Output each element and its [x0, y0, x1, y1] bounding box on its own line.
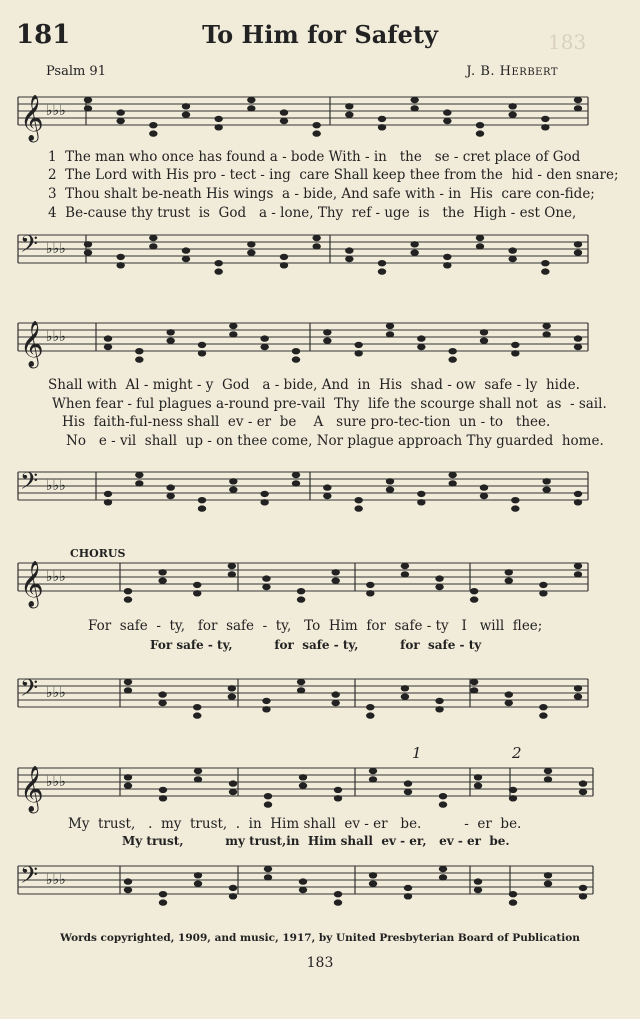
note-head — [470, 679, 478, 685]
note-head — [508, 103, 516, 109]
note-head — [410, 250, 418, 256]
note-head — [470, 596, 478, 602]
page-number: 183 — [306, 955, 334, 971]
note-head — [334, 795, 342, 801]
note-head — [182, 112, 190, 118]
note-head — [505, 691, 513, 697]
note-head — [366, 704, 374, 710]
note-head — [166, 329, 174, 335]
note-head — [439, 801, 447, 807]
note-head — [228, 571, 236, 577]
note-head — [262, 706, 270, 712]
note-head — [149, 130, 157, 136]
composer-surname: ERBERT — [511, 67, 558, 78]
note-head — [448, 480, 456, 486]
note-head — [194, 872, 202, 878]
note-head — [292, 480, 300, 486]
note-head — [264, 793, 272, 799]
note-head — [542, 331, 550, 337]
note-head — [435, 575, 443, 581]
note-head — [182, 256, 190, 262]
key-signature: ♭♭♭ — [46, 569, 66, 585]
note-head — [166, 493, 174, 499]
note-head — [299, 783, 307, 789]
note-head — [542, 487, 550, 493]
verse-3-line-2: His faith-ful-ness shall ev - er be A sure pro-tec-tion un - to thee. — [62, 414, 551, 430]
note-head — [158, 578, 166, 584]
note-head — [579, 885, 587, 891]
note-head — [574, 344, 582, 350]
note-head — [193, 704, 201, 710]
note-head — [410, 97, 418, 103]
note-head — [264, 866, 272, 872]
note-head — [539, 582, 547, 588]
note-head — [369, 872, 377, 878]
note-head — [193, 590, 201, 596]
note-head — [229, 789, 237, 795]
note-head — [124, 687, 132, 693]
note-head — [435, 698, 443, 704]
note-head — [417, 344, 425, 350]
note-head — [476, 130, 484, 136]
note-head — [574, 97, 582, 103]
note-head — [448, 348, 456, 354]
note-head — [480, 329, 488, 335]
note-head — [331, 700, 339, 706]
note-head — [194, 768, 202, 774]
note-head — [439, 866, 447, 872]
note-head — [116, 109, 124, 115]
composer-initials: J. B. H — [466, 64, 512, 79]
note-head — [116, 262, 124, 268]
note-head — [135, 356, 143, 362]
note-head — [345, 247, 353, 253]
note-head — [354, 350, 362, 356]
note-head — [541, 260, 549, 266]
note-head — [480, 338, 488, 344]
hymn-number: 181 — [16, 20, 71, 50]
note-head — [158, 691, 166, 697]
note-head — [369, 776, 377, 782]
note-head — [443, 254, 451, 260]
note-head — [574, 250, 582, 256]
note-head — [228, 694, 236, 700]
note-head — [443, 109, 451, 115]
note-head — [312, 130, 320, 136]
note-head — [323, 493, 331, 499]
note-head — [366, 582, 374, 588]
treble-clef: 𝄞 — [20, 561, 44, 607]
chorus-label: CHORUS — [70, 547, 126, 560]
bass-clef: 𝄢 — [20, 674, 39, 707]
note-head — [214, 124, 222, 130]
verse-3-line-1: 3 Thou shalt be-neath His wings a - bide, And safe with - in His care con-fide; — [48, 186, 595, 202]
note-head — [299, 887, 307, 893]
note-head — [297, 588, 305, 594]
note-head — [104, 344, 112, 350]
note-head — [541, 124, 549, 130]
note-head — [116, 118, 124, 124]
bass-clef: 𝄢 — [20, 467, 39, 500]
note-head — [297, 687, 305, 693]
note-head — [378, 116, 386, 122]
bass-clef: 𝄢 — [20, 861, 39, 894]
note-head — [443, 262, 451, 268]
note-head — [116, 254, 124, 260]
note-head — [135, 472, 143, 478]
note-head — [574, 571, 582, 577]
note-head — [345, 112, 353, 118]
note-head — [323, 338, 331, 344]
bass-clef: 𝄢 — [20, 230, 39, 263]
note-head — [198, 350, 206, 356]
note-head — [214, 260, 222, 266]
note-head — [280, 109, 288, 115]
note-head — [404, 789, 412, 795]
note-head — [292, 356, 300, 362]
note-head — [331, 569, 339, 575]
treble-clef: 𝄞 — [20, 321, 44, 367]
note-head — [247, 105, 255, 111]
note-head — [158, 569, 166, 575]
note-head — [544, 872, 552, 878]
note-head — [229, 487, 237, 493]
note-head — [331, 691, 339, 697]
note-head — [229, 893, 237, 899]
note-head — [401, 571, 409, 577]
note-head — [511, 350, 519, 356]
note-head — [417, 335, 425, 341]
note-head — [544, 881, 552, 887]
note-head — [262, 698, 270, 704]
note-head — [264, 874, 272, 880]
chorus-lyric-soprano-1: For safe - ty, for safe - ty, To Him for safe - ty I will flee; — [88, 618, 543, 634]
key-signature: ♭♭♭ — [46, 241, 66, 257]
note-head — [247, 241, 255, 247]
note-head — [417, 491, 425, 497]
note-head — [574, 241, 582, 247]
note-head — [404, 893, 412, 899]
note-head — [476, 235, 484, 241]
note-head — [193, 582, 201, 588]
note-head — [539, 704, 547, 710]
note-head — [574, 685, 582, 691]
note-head — [366, 590, 374, 596]
note-head — [435, 584, 443, 590]
note-head — [542, 323, 550, 329]
note-head — [124, 783, 132, 789]
note-head — [312, 243, 320, 249]
note-head — [448, 472, 456, 478]
note-head — [505, 569, 513, 575]
key-signature: ♭♭♭ — [46, 872, 66, 888]
note-head — [182, 103, 190, 109]
note-head — [544, 768, 552, 774]
note-head — [299, 774, 307, 780]
note-head — [505, 700, 513, 706]
note-head — [264, 801, 272, 807]
note-head — [159, 787, 167, 793]
note-head — [260, 491, 268, 497]
note-head — [579, 789, 587, 795]
note-head — [579, 780, 587, 786]
note-head — [229, 323, 237, 329]
note-head — [247, 250, 255, 256]
chorus-lyric-bass-2: My trust, my trust,in Him shall ev - er, ev - er be. — [122, 834, 510, 848]
note-head — [229, 331, 237, 337]
note-head — [194, 776, 202, 782]
note-head — [124, 679, 132, 685]
note-head — [539, 712, 547, 718]
note-head — [312, 235, 320, 241]
note-head — [508, 256, 516, 262]
note-head — [104, 491, 112, 497]
note-head — [574, 335, 582, 341]
note-head — [280, 262, 288, 268]
note-head — [508, 247, 516, 253]
note-head — [104, 499, 112, 505]
note-head — [247, 97, 255, 103]
verse-1-line-1: 1 The man who once has found a - bode With - in the se - cret place of God — [48, 149, 581, 165]
note-head — [511, 497, 519, 503]
note-head — [229, 478, 237, 484]
note-head — [401, 694, 409, 700]
treble-clef: 𝄞 — [20, 766, 44, 812]
copyright-notice: Words copyrighted, 1909, and music, 1917, by United Presbyterian Board of Publication — [60, 932, 580, 944]
note-head — [159, 899, 167, 905]
note-head — [509, 795, 517, 801]
note-head — [297, 679, 305, 685]
note-head — [542, 478, 550, 484]
note-head — [470, 687, 478, 693]
note-head — [149, 243, 157, 249]
note-head — [84, 105, 92, 111]
note-head — [262, 584, 270, 590]
verse-4-line-2: No e - vil shall up - on thee come, Nor plague approach Thy guarded home. — [66, 433, 604, 449]
note-head — [369, 881, 377, 887]
note-head — [401, 685, 409, 691]
chorus-lyric-soprano-2: My trust, . my trust, . in Him shall ev - er be. - er be. — [68, 816, 522, 832]
note-head — [214, 116, 222, 122]
note-head — [323, 329, 331, 335]
note-head — [443, 118, 451, 124]
hymn-title: To Him for Safety — [202, 20, 438, 49]
note-head — [345, 103, 353, 109]
treble-clef: 𝄞 — [20, 95, 44, 141]
note-head — [262, 575, 270, 581]
note-head — [280, 254, 288, 260]
note-head — [312, 122, 320, 128]
note-head — [84, 241, 92, 247]
note-head — [574, 694, 582, 700]
note-head — [334, 891, 342, 897]
note-head — [198, 505, 206, 511]
note-head — [417, 499, 425, 505]
note-head — [404, 885, 412, 891]
note-head — [334, 787, 342, 793]
note-head — [509, 891, 517, 897]
verse-2-line-1: 2 The Lord with His pro - tect - ing care Shall keep thee from the hid - den snare; — [48, 167, 619, 183]
note-head — [229, 885, 237, 891]
note-head — [386, 331, 394, 337]
note-head — [474, 774, 482, 780]
note-head — [378, 124, 386, 130]
note-head — [474, 878, 482, 884]
note-head — [574, 105, 582, 111]
note-head — [369, 768, 377, 774]
note-head — [149, 235, 157, 241]
chorus-lyric-bass-1: For safe - ty, for safe - ty, for safe - ty — [150, 638, 482, 652]
key-signature: ♭♭♭ — [46, 774, 66, 790]
note-head — [260, 499, 268, 505]
note-head — [354, 342, 362, 348]
note-head — [158, 700, 166, 706]
note-head — [476, 122, 484, 128]
note-head — [439, 874, 447, 880]
note-head — [260, 344, 268, 350]
note-head — [541, 268, 549, 274]
note-head — [228, 685, 236, 691]
note-head — [331, 578, 339, 584]
note-head — [198, 342, 206, 348]
note-head — [149, 122, 157, 128]
note-head — [354, 497, 362, 503]
note-head — [508, 112, 516, 118]
note-head — [448, 356, 456, 362]
note-head — [345, 256, 353, 262]
note-head — [574, 563, 582, 569]
note-head — [410, 241, 418, 247]
note-head — [159, 795, 167, 801]
note-head — [579, 893, 587, 899]
note-head — [378, 268, 386, 274]
note-head — [104, 335, 112, 341]
note-head — [124, 596, 132, 602]
note-head — [299, 878, 307, 884]
note-head — [404, 780, 412, 786]
note-head — [194, 881, 202, 887]
note-head — [229, 780, 237, 786]
note-head — [401, 563, 409, 569]
note-head — [474, 783, 482, 789]
note-head — [228, 563, 236, 569]
note-head — [511, 505, 519, 511]
note-head — [544, 776, 552, 782]
note-head — [574, 491, 582, 497]
note-head — [386, 487, 394, 493]
note-head — [366, 712, 374, 718]
verse-1-line-2: Shall with Al - might - y God a - bide, And in His shad - ow safe - ly hide. — [48, 377, 580, 393]
verse-2-line-2: When fear - ful plagues a-round pre-vail Thy life the scourge shall not as - sail. — [52, 396, 607, 412]
note-head — [323, 484, 331, 490]
note-head — [297, 596, 305, 602]
note-head — [435, 706, 443, 712]
scripture-reference: Psalm 91 — [46, 64, 106, 79]
note-head — [386, 323, 394, 329]
note-head — [166, 338, 174, 344]
note-head — [334, 899, 342, 905]
note-head — [378, 260, 386, 266]
note-head — [124, 588, 132, 594]
note-head — [480, 493, 488, 499]
note-head — [84, 97, 92, 103]
note-head — [480, 484, 488, 490]
note-head — [386, 478, 394, 484]
note-head — [124, 774, 132, 780]
note-head — [505, 578, 513, 584]
note-head — [439, 793, 447, 799]
key-signature: ♭♭♭ — [46, 103, 66, 119]
key-signature: ♭♭♭ — [46, 685, 66, 701]
note-head — [511, 342, 519, 348]
bleed-through-page-number: 183 — [548, 30, 587, 54]
second-ending-marker: 2 — [512, 744, 522, 762]
note-head — [410, 105, 418, 111]
note-head — [193, 712, 201, 718]
note-head — [474, 887, 482, 893]
note-head — [280, 118, 288, 124]
note-head — [135, 348, 143, 354]
note-head — [541, 116, 549, 122]
note-head — [124, 887, 132, 893]
note-head — [292, 472, 300, 478]
note-head — [198, 497, 206, 503]
first-ending-marker: 1 — [412, 744, 422, 762]
note-head — [124, 878, 132, 884]
note-head — [166, 484, 174, 490]
note-head — [182, 247, 190, 253]
note-head — [159, 891, 167, 897]
note-head — [539, 590, 547, 596]
key-signature: ♭♭♭ — [46, 329, 66, 345]
note-head — [84, 250, 92, 256]
note-head — [509, 899, 517, 905]
note-head — [292, 348, 300, 354]
note-head — [509, 787, 517, 793]
note-head — [574, 499, 582, 505]
key-signature: ♭♭♭ — [46, 478, 66, 494]
verse-4-line-1: 4 Be-cause thy trust is God a - lone, Thy ref - uge is the High - est One, — [48, 205, 577, 221]
note-head — [260, 335, 268, 341]
note-head — [214, 268, 222, 274]
note-head — [354, 505, 362, 511]
note-head — [470, 588, 478, 594]
note-head — [476, 243, 484, 249]
note-head — [135, 480, 143, 486]
